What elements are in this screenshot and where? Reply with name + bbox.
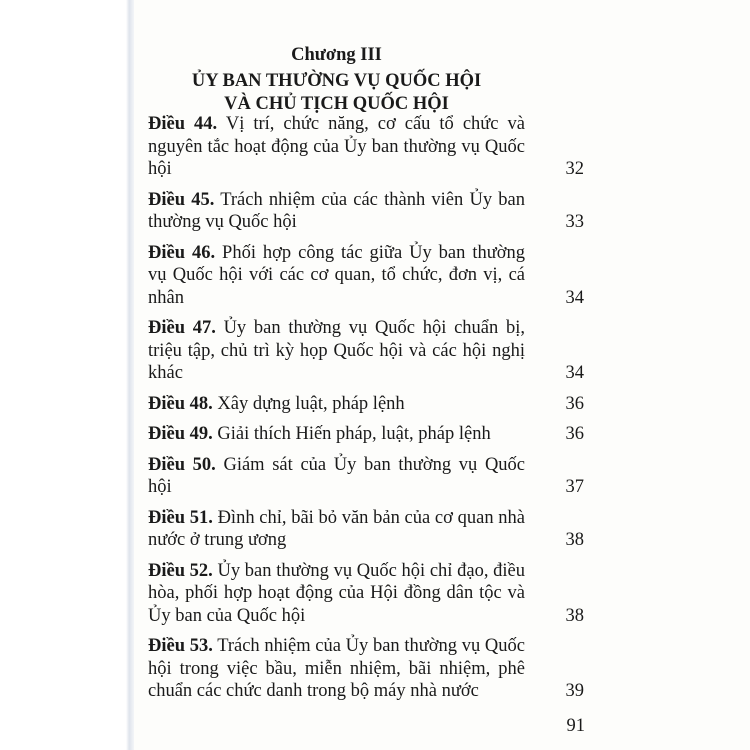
page-edge xyxy=(126,0,134,750)
article-label: Điều 47. xyxy=(148,318,216,338)
folio-page-number: 91 xyxy=(566,716,585,736)
article-label: Điều 45. xyxy=(148,189,215,210)
toc-entry xyxy=(148,242,584,310)
page-number: 32 xyxy=(565,159,584,179)
article-title: Xây dựng luật, pháp lệnh xyxy=(217,393,405,414)
toc-entry xyxy=(148,507,584,552)
page-number: 34 xyxy=(565,363,584,383)
article-title: Trách nhiệm của Ủy ban thường vụ Quốc hội trong việc bầu, miễn nhiệm, bãi nhiệm, phê chuẩn các chức danh trong bộ máy nhà nước xyxy=(148,636,526,701)
article-label: Điều 49. xyxy=(148,424,213,444)
article-label: Điều 52. xyxy=(148,560,213,581)
page-number: 36 xyxy=(565,424,584,444)
toc-entry xyxy=(148,393,584,416)
article-label: Điều 50. xyxy=(148,454,216,475)
toc-entry xyxy=(148,454,584,499)
toc-entry xyxy=(148,635,584,703)
chapter-title xyxy=(148,70,525,115)
chapter-title-line: ỦY BAN THƯỜNG VỤ QUỐC HỘI xyxy=(191,71,482,91)
page-number: 39 xyxy=(565,681,584,701)
article-title: Ủy ban thường vụ Quốc hội chuẩn bị, triệu tập, chủ trì kỳ họp Quốc hội và các hội nghị khác xyxy=(148,318,526,383)
toc-entry xyxy=(148,423,584,446)
article-title: Vị trí, chức năng, cơ cấu tổ chức và nguyên tắc hoạt động của Ủy ban thường vụ Quốc hội xyxy=(148,114,525,179)
page-number: 33 xyxy=(565,212,584,232)
chapter-title-line: VÀ CHỦ TỊCH QUỐC HỘI xyxy=(224,93,449,114)
chapter-number: Chương III xyxy=(291,45,382,65)
toc-entry xyxy=(148,113,584,181)
page-number: 36 xyxy=(565,393,584,414)
article-title: Phối hợp công tác giữa Ủy ban thường vụ Quốc hội với các cơ quan, tổ chức, đơn vị, cá nhân xyxy=(148,242,526,308)
page-number: 38 xyxy=(565,605,584,626)
table-of-contents xyxy=(148,113,584,711)
article-title: Đình chỉ, bãi bỏ văn bản của cơ quan nhà nước ở trung ương xyxy=(148,507,526,550)
article-label: Điều 44. xyxy=(148,114,218,134)
article-title: Trách nhiệm của các thành viên Ủy ban thường vụ Quốc hội xyxy=(148,189,526,232)
toc-entry xyxy=(148,317,584,385)
page-number: 34 xyxy=(565,287,584,308)
article-label: Điều 46. xyxy=(148,242,216,263)
article-label: Điều 53. xyxy=(148,636,213,656)
toc-entry xyxy=(148,560,584,628)
page-number: 37 xyxy=(565,477,584,497)
article-title: Giám sát của Ủy ban thường vụ Quốc hội xyxy=(148,454,526,497)
toc-entry xyxy=(148,189,584,234)
article-title: Giải thích Hiến pháp, luật, pháp lệnh xyxy=(217,424,491,444)
article-label: Điều 51. xyxy=(148,507,213,528)
page-number: 38 xyxy=(565,530,584,550)
article-label: Điều 48. xyxy=(148,393,213,414)
article-title: Ủy ban thường vụ Quốc hội chỉ đạo, điều hòa, phối hợp hoạt động của Hội đồng dân tộc và Ủy ban của Quốc hội xyxy=(148,560,525,626)
